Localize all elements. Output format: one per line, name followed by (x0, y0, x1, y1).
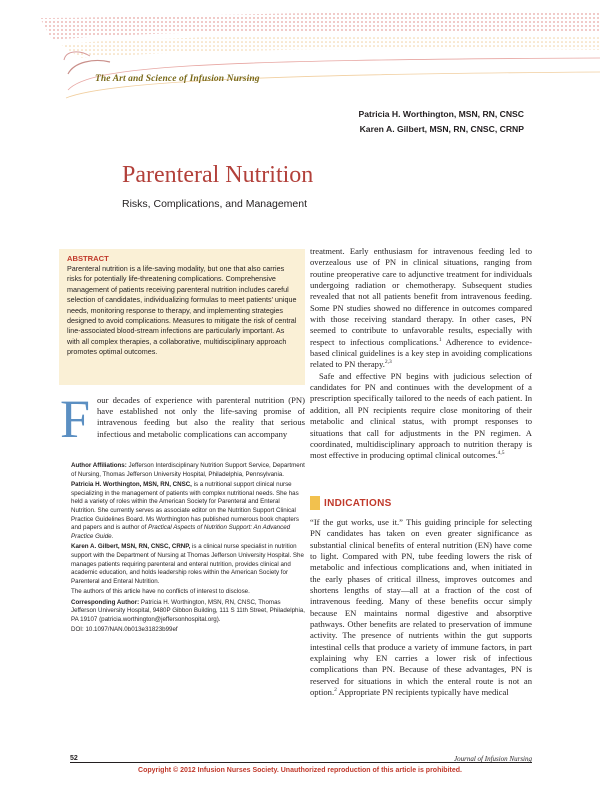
author-name: Karen A. Gilbert, MSN, RN, CNSC, CRNP (359, 124, 524, 134)
page-number: 52 (70, 755, 78, 762)
intro-paragraph: our decades of experience with parenteral nutrition (PN) have established not only the life-saving promise of intravenous feeding but also the reality that serious infectious and metabolic complications can accompany (97, 395, 305, 439)
doi: DOI: 10.1097/NAN.0b013e31823b99ef (71, 626, 178, 634)
drop-cap: F (60, 389, 91, 449)
footer-journal-name: Journal of Infusion Nursing (454, 755, 532, 763)
abstract-heading: ABSTRACT (67, 254, 109, 263)
body-paragraph: Safe and effective PN begins with judicious selection of candidates for PN and continues with the development of a prescription specifically tailored to the needs of each patient. In addition, all PN recipients require close monitoring of their metabolic and clinical status, with prompt responses to situations that call for adjustments in the PN regimen. A coordinated, multidisciplinary approach to nutrition therapy is most effective in producing optimal clinical outcomes.$^{4,5}$ (310, 370, 532, 461)
section-heading-indications (310, 496, 532, 510)
author-bio: Karen A. Gilbert, MSN, RN, CNSC, CRNP, is a clinical nurse specialist in nutrition support with the Department of Nursing at Thomas Jefferson University Hospital. She manages patients requiring parenteral and enteral nutrition, provides clinical and academic education, and holds leadership roles within the American Society for Parenteral and Enteral Nutrition. (71, 543, 304, 586)
footer-rule (70, 762, 532, 763)
author-affiliations (71, 462, 306, 636)
author-list (358, 107, 524, 137)
section-heading-text: INDICATIONS (324, 497, 392, 509)
affiliation-paragraph: Author Affiliations: Jefferson Interdisciplinary Nutrition Support Service, Department of Nursing, Thomas Jefferson University Hospital, Philadelphia, Pennsylvania. (71, 462, 305, 478)
heading-marker (310, 496, 320, 510)
abstract-box (59, 249, 305, 385)
right-column (310, 246, 532, 462)
body-paragraph: treatment. Early enthusiasm for intravenous feeding led to overzealous use of PN in clinical situations, ranging from routine preoperative care to adjunctive treatment for individuals undergoing radiation or chemotherapy. Subsequent studies revealed that not all patients benefit from intravenous feeding. Some PN studies showed no difference in outcomes compared with those receiving standard therapy. In other cases, PN seemed to contribute to unfavorable results, especially with respect to infectious complications.$^1$ Adherence to evidence-based clinical guidelines is a key step in avoiding complications related to PN therapy.$^{2,3}$ (310, 246, 532, 370)
author-bio: Patricia H. Worthington, MSN, RN, CNSC, is a nutritional support clinical nurse specializing in the management of patients with complex nutritional needs. She has held a variety of roles within the American Society for Parenteral and Enteral Nutrition. She currently serves as associate editor on the Nutrition Support Clinical Practice Guidelines Board. Ms Worthington has published numerous book chapters and papers and is author of Practical Aspects of Nutrition Support: An Advanced Practice Guide. (71, 480, 299, 541)
article-title: Parenteral Nutrition (122, 162, 314, 188)
conflict-statement: The authors of this article have no conflicts of interest to disclose. (71, 588, 250, 596)
author-name: Patricia H. Worthington, MSN, RN, CNSC (358, 109, 524, 119)
article-subtitle: Risks, Complications, and Management (122, 198, 308, 210)
copyright-notice: Copyright © 2012 Infusion Nurses Society. Unauthorized reproduction of this article is prohibited. (138, 767, 462, 774)
indications-paragraph: “If the gut works, use it.” This guiding principle for selecting PN candidates has taken on even greater significance as substantial clinical benefits of enteral nutrition (EN) have come to light. Compared with PN, tube feeding lowers the risk of metabolic and infectious complications and, when initiated in the early phases of critical illness, improves outcomes and shortens lengths of stay—all at a fraction of the cost of intravenous feeding. Many of these benefits occur simply because EN maintains normal digestive and absorptive pathways. Other benefits are related to preservation of immune activity. The presence of nutrients within the gut supports intestinal cells that produce a variety of immune factors, in part explaining why EN carries a lower risk of infectious complications than PN. Because of these advantages, PN is reserved for situations in which the enteral route is not an option.$^2$ Appropriate PN recipients typically have medical (310, 517, 532, 698)
journal-title: The Art and Science of Infusion Nursing (95, 74, 260, 84)
journal-banner (0, 0, 600, 100)
corresponding-author: Corresponding Author: Patricia H. Worthington, MSN, RN, CNSC, Thomas Jefferson University Hospital, 9480P Gibbon Building, 111 S 11th Street, Philadelphia, PA 19107 (patricia.worthington@jeffersonhospital.org). (71, 598, 306, 623)
abstract-text: Parenteral nutrition is a life-saving modality, but one that also carries risks for potentially life-threatening complications. Comprehensive management of patients receiving parenteral nutrition includes careful selection of candidates, individualizing formulas to meet patients’ unique needs, monitoring response to therapy, and implementing strategies designed to avoid complications. Measures to mitigate the risk of central line-associated blood-stream infections are particularly important. As with all complex therapies, a collaborative, multidisciplinary approach promotes optimal outcomes. (67, 264, 297, 357)
